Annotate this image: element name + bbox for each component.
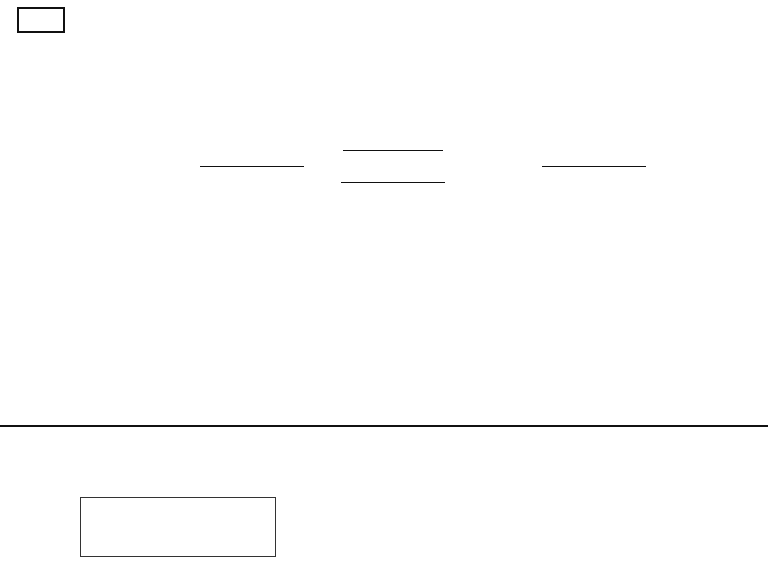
- gap-text-line-2: [81, 151, 705, 167]
- answer-box: [80, 497, 276, 557]
- page-break-divider: [0, 425, 768, 427]
- gap-text: [81, 135, 705, 183]
- blank-b[interactable]: [200, 151, 304, 167]
- gap-text-line-3: [81, 167, 705, 183]
- blank-d[interactable]: [341, 167, 445, 183]
- question-number: [17, 7, 65, 33]
- blank-a[interactable]: [343, 135, 443, 151]
- blank-c[interactable]: [542, 151, 646, 167]
- gap-text-line-1: [81, 135, 705, 151]
